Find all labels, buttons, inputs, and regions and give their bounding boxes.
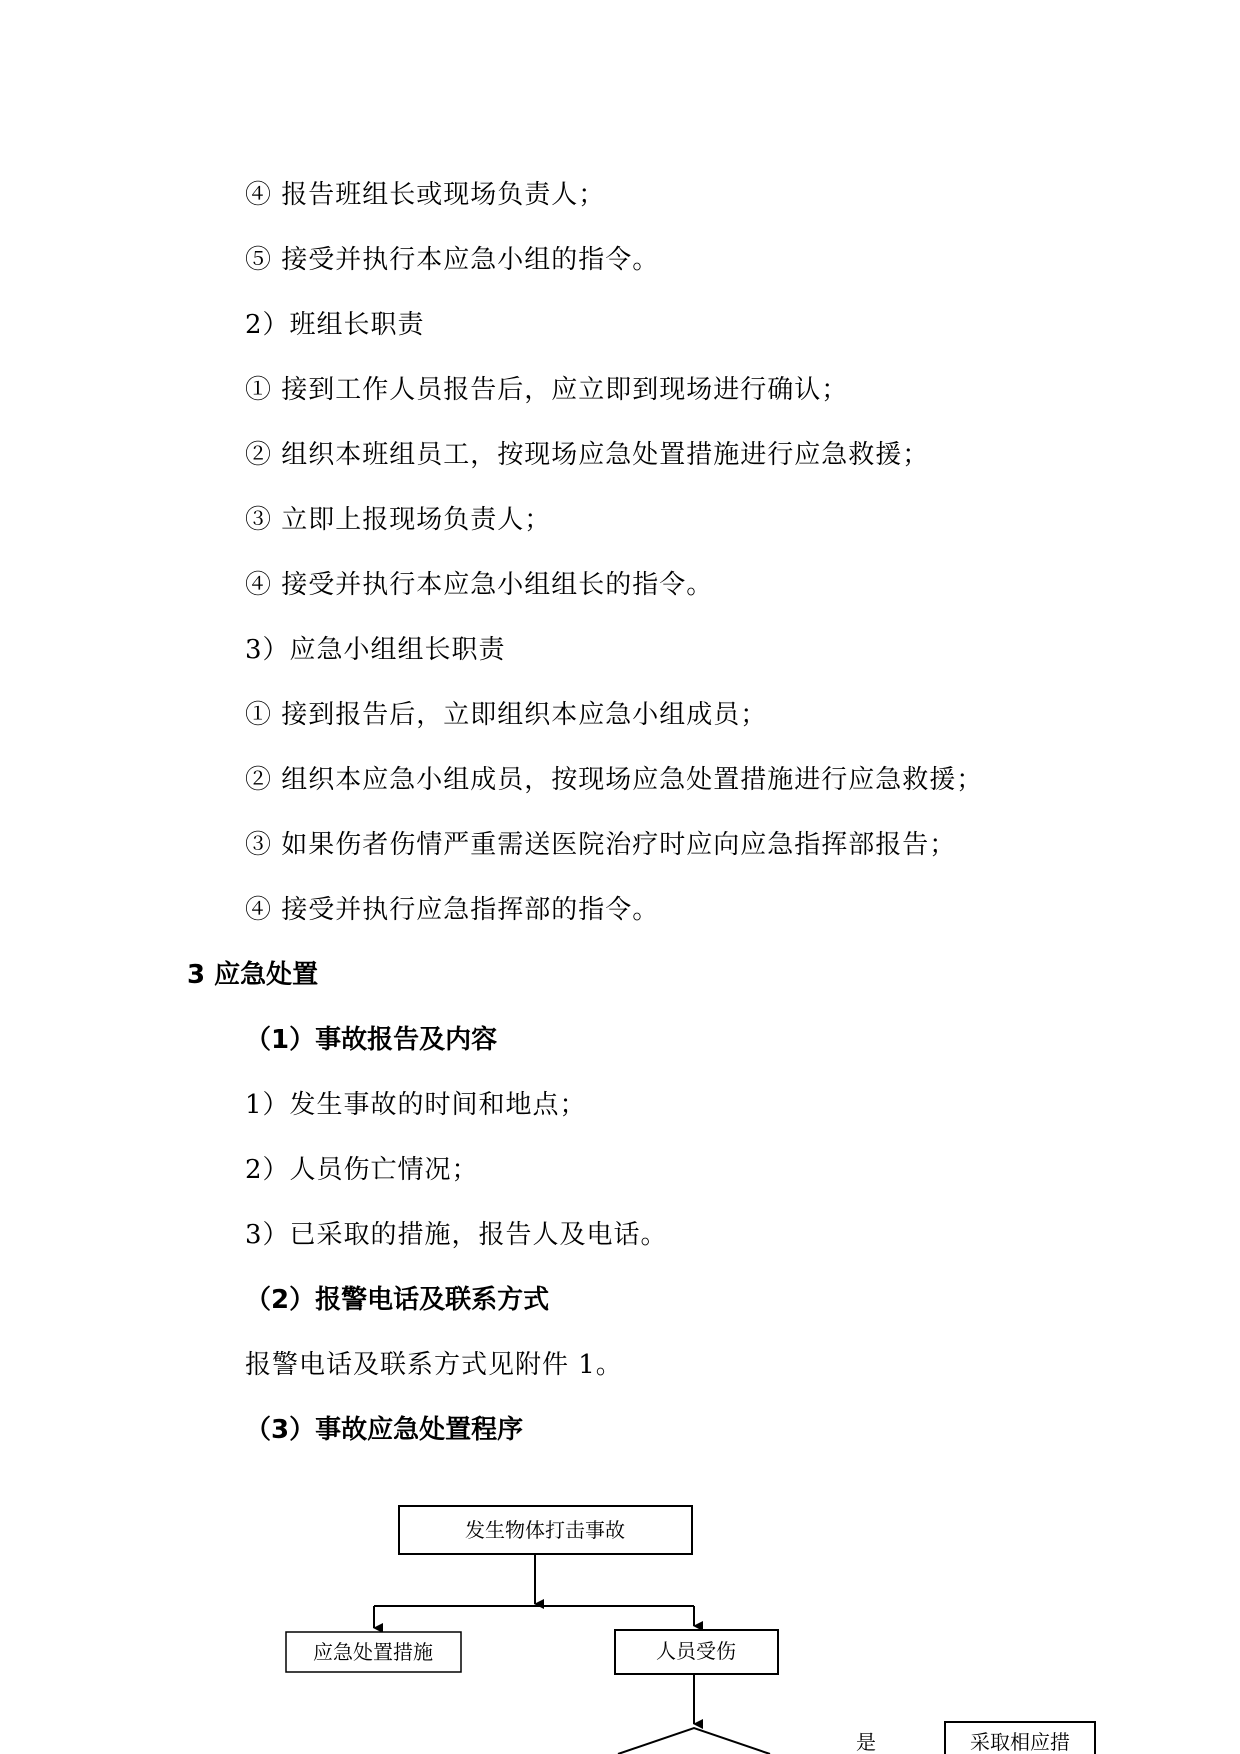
text-line: ⑤ 接受并执行本应急小组的指令。 bbox=[245, 245, 660, 275]
list-item: 3）已采取的措施，报告人及电话。 bbox=[245, 1220, 668, 1250]
subsection-title: （1）事故报告及内容 bbox=[245, 1025, 498, 1055]
text-line: ② 组织本班组员工，按现场应急处置措施进行应急救援； bbox=[245, 440, 930, 470]
text-line: ② 组织本应急小组成员，按现场应急处置措施进行应急救援； bbox=[245, 765, 984, 795]
flow-box-mid-label: 人员受伤 bbox=[656, 1639, 736, 1663]
text-line: ④ 报告班组长或现场负责人； bbox=[245, 180, 606, 210]
text-line: 2）班组长职责 bbox=[245, 310, 425, 340]
text-line: ④ 接受并执行本应急小组组长的指令。 bbox=[245, 570, 714, 600]
list-item: 1）发生事故的时间和地点； bbox=[245, 1090, 587, 1120]
text-line: ④ 接受并执行应急指挥部的指令。 bbox=[245, 895, 660, 925]
text-line: ③ 立即上报现场负责人； bbox=[245, 505, 552, 535]
text-line: ① 接到报告后，立即组织本应急小组成员； bbox=[245, 700, 768, 730]
text-line: 报警电话及联系方式见附件 1。 bbox=[245, 1350, 623, 1380]
flow-box-top-label: 发生物体打击事故 bbox=[465, 1518, 625, 1542]
section-title: 3 应急处置 bbox=[187, 960, 319, 990]
subsection-title: （2）报警电话及联系方式 bbox=[245, 1285, 550, 1315]
subsection-title: （3）事故应急处置程序 bbox=[245, 1415, 524, 1445]
text-line: ③ 如果伤者伤情严重需送医院治疗时应向应急指挥部报告； bbox=[245, 830, 957, 860]
flow-box-right-label: 采取相应措 bbox=[970, 1730, 1070, 1754]
flow-yes-label: 是 bbox=[856, 1730, 876, 1754]
text-line: 3）应急小组组长职责 bbox=[245, 635, 506, 665]
flow-box-left-label: 应急处置措施 bbox=[313, 1640, 433, 1664]
list-item: 2）人员伤亡情况； bbox=[245, 1155, 479, 1185]
flow-decision bbox=[618, 1728, 770, 1754]
text-line: ① 接到工作人员报告后，应立即到现场进行确认； bbox=[245, 375, 849, 405]
